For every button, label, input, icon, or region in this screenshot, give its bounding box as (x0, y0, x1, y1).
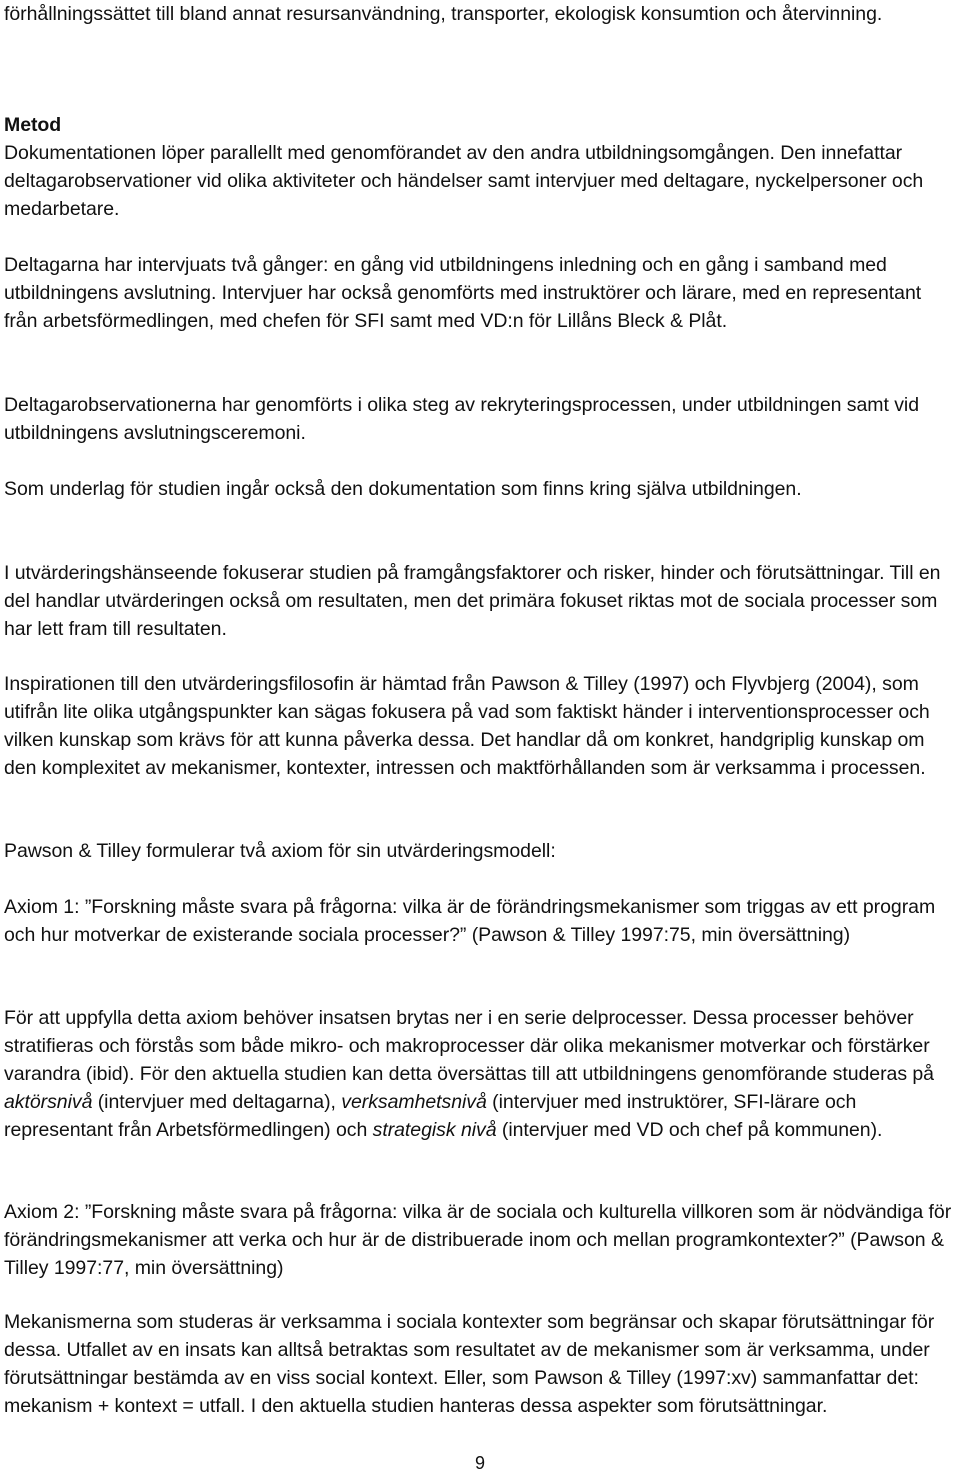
paragraph-inspiration: Inspirationen till den utvärderingsfilosofin är hämtad från Pawson & Tilley (1997) och Flyvbjerg (2004), som utifrån lite olika utgångspunkter kan sägas fokusera på vad som faktiskt händer i interventionsprocesser och vilken kunskap som krävs för att kunna påverka dessa. Det handlar då om konkret, handgriplig kunskap om den komplexitet av mekanismer, kontexter, intressen och maktförhållanden som är verksamma i processen. (4, 673, 930, 779)
paragraph-dokumentation: Dokumentationen löper parallellt med genomförandet av den andra utbildningsomgången. Den innefattar deltagarobservationer vid olika aktiviteter och händelser samt intervjuer med deltagare, nyckelpersoner och medarbetare. (4, 142, 924, 220)
emphasis-aktorsniva: aktörsnivå (4, 1091, 93, 1113)
paragraph-axiom-intro: Pawson & Tilley formulerar två axiom för sin utvärderingsmodell: (4, 840, 556, 862)
emphasis-verksamhetsniva: verksamhetsnivå (341, 1091, 487, 1113)
delprocesser-text-2: (intervjuer med deltagarna), (92, 1091, 342, 1113)
emphasis-strategisk-niva: strategisk nivå (372, 1119, 497, 1141)
section-heading-metod: Metod (4, 114, 62, 136)
paragraph-delprocesser (4, 1004, 956, 1144)
delprocesser-text-3: (intervjuer med instruktörer, SFI-lärare och representant från Arbetsförmedlingen) och (4, 1091, 857, 1141)
paragraph-underlag: Som underlag för studien ingår också den dokumentation som finns kring själva utbildningen. (4, 478, 802, 500)
page-number: 9 (475, 1453, 485, 1473)
paragraph-intervjuer: Deltagarna har intervjuats två gånger: en gång vid utbildningens inledning och en gång i samband med utbildningens avslutning. Intervjuer har också genomförts med instruktörer och lärare, med en representant från arbetsförmedlingen, med chefen för SFI samt med VD:n för Lillåns Bleck & Plåt. (4, 254, 922, 332)
delprocesser-text-1: För att uppfylla detta axiom behöver insatsen brytas ner i en serie delprocesser. Dessa processer behöver stratifieras och förstås som både mikro- och makroprocesser där olika mekanismer motverkar och förstärker varandra (ibid). För den aktuella studien kan detta översättas till att utbildningens genomförande studeras på (4, 1007, 934, 1085)
paragraph-intro-continuation: förhållningssättet till bland annat resursanvändning, transporter, ekologisk konsumtion och återvinning. (4, 3, 883, 25)
paragraph-mekanismer: Mekanismerna som studeras är verksamma i sociala kontexter som begränsar och skapar förutsättningar för dessa. Utfallet av en insats kan alltså betraktas som resultatet av de mekanismer som är verksamma, under förutsättningar bestämda av en viss social kontext. Eller, som Pawson & Tilley (1997:xv) sammanfattar det: mekanism + kontext = utfall. I den aktuella studien hanteras dessa aspekter som förutsättningar. (4, 1311, 935, 1417)
paragraph-deltagarobservationer: Deltagarobservationerna har genomförts i olika steg av rekryteringsprocessen, under utbildningen samt vid utbildningens avslutningsceremoni. (4, 394, 919, 444)
paragraph-utvardering: I utvärderingshänseende fokuserar studien på framgångsfaktorer och risker, hinder och förutsättningar. Till en del handlar utvärderingen också om resultaten, men det primära fokuset riktas mot de sociala processer som har lett fram till resultaten. (4, 562, 941, 640)
paragraph-axiom-1: Axiom 1: ”Forskning måste svara på frågorna: vilka är de förändringsmekanismer som triggas av ett program och hur motverkar de existerande sociala processer?” (Pawson & Tilley 1997:75, min översättning) (4, 896, 936, 946)
paragraph-axiom-2: Axiom 2: ”Forskning måste svara på frågorna: vilka är de sociala och kulturella villkoren som är nödvändiga för förändringsmekanismer att verka och hur är de distribuerade inom och mellan programkontexter?” (Pawson & Tilley 1997:77, min översättning) (4, 1201, 952, 1279)
delprocesser-text-4: (intervjuer med VD och chef på kommunen). (496, 1119, 883, 1141)
